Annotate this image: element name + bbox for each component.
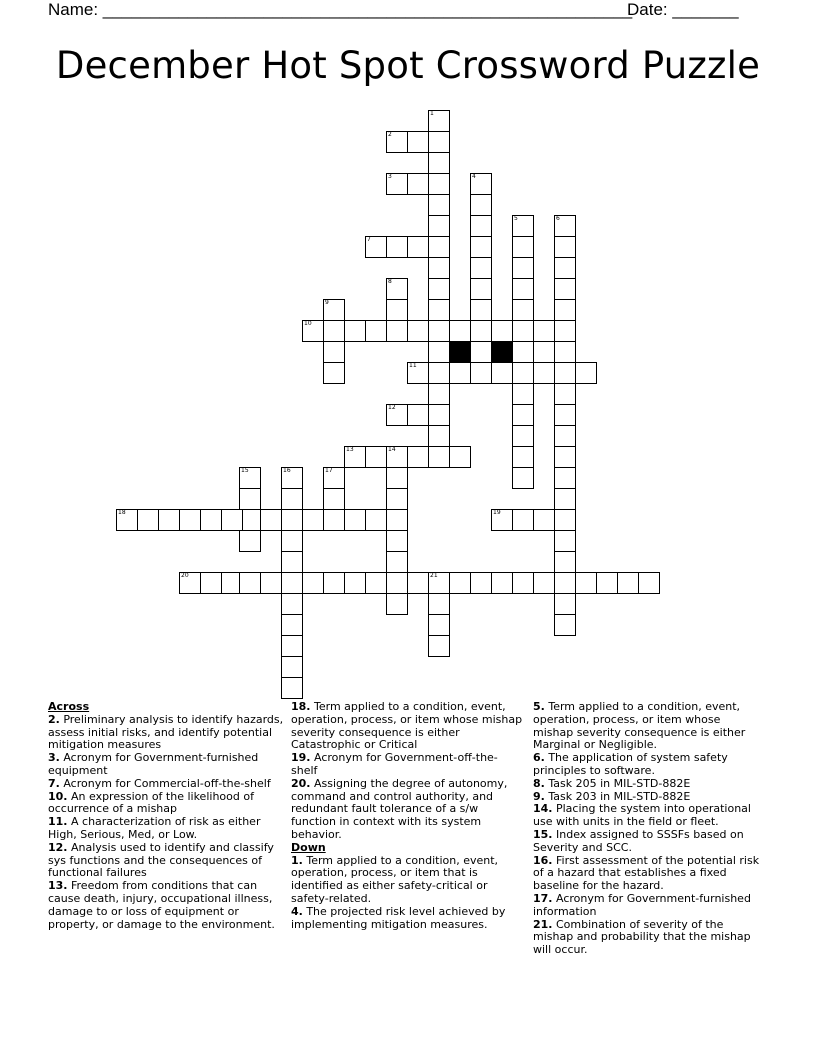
grid-cell[interactable] <box>428 236 450 258</box>
grid-cell[interactable] <box>344 446 366 468</box>
grid-cell[interactable] <box>554 404 576 426</box>
grid-cell[interactable] <box>512 446 534 468</box>
grid-cell[interactable] <box>158 509 180 531</box>
grid-cell[interactable] <box>221 509 243 531</box>
clue-item <box>533 855 763 893</box>
clue-text: Acronym for Commercial-off-the-shelf <box>59 776 271 790</box>
clue-number-label: 17. <box>533 891 553 905</box>
clue-text: Combination of severity of the mishap and probability that the mishap will occur. <box>533 917 751 957</box>
clue-number-label: 16. <box>533 853 553 867</box>
grid-cell[interactable] <box>260 572 282 594</box>
black-cell <box>491 341 513 363</box>
grid-cell[interactable] <box>428 173 450 195</box>
grid-cell[interactable] <box>428 194 450 216</box>
name-line: Name: ________________________________________________________ <box>48 0 633 19</box>
grid-cell[interactable] <box>407 173 429 195</box>
grid-cell[interactable] <box>491 572 513 594</box>
clue-number: 11 <box>409 362 417 369</box>
grid-cell[interactable] <box>533 509 555 531</box>
clue-text: Preliminary analysis to identify hazards, assess initial risks, and identify potential mitigation measures <box>48 712 284 752</box>
clue-item <box>48 816 284 842</box>
grid-cell[interactable] <box>554 509 576 531</box>
grid-cell[interactable] <box>554 530 576 552</box>
grid-cell[interactable] <box>512 299 534 321</box>
grid-cell[interactable] <box>617 572 639 594</box>
grid-cell[interactable] <box>428 341 450 363</box>
grid-cell[interactable] <box>428 446 450 468</box>
grid-cell[interactable] <box>512 257 534 279</box>
grid-cell[interactable] <box>512 341 534 363</box>
grid-cell[interactable] <box>281 509 303 531</box>
grid-cell[interactable] <box>386 551 408 573</box>
clue-number: 18 <box>118 509 126 516</box>
grid-cell[interactable] <box>470 236 492 258</box>
grid-cell[interactable] <box>470 278 492 300</box>
grid-cell[interactable] <box>344 509 366 531</box>
grid-cell[interactable] <box>554 236 576 258</box>
grid-cell[interactable] <box>449 320 471 342</box>
grid-cell[interactable] <box>200 572 222 594</box>
clue-text: The application of system safety principles to software. <box>533 751 728 777</box>
grid-cell[interactable] <box>386 572 408 594</box>
grid-cell[interactable] <box>428 299 450 321</box>
grid-cell[interactable] <box>554 299 576 321</box>
grid-cell[interactable] <box>554 257 576 279</box>
clue-number-label: 20. <box>291 776 311 790</box>
grid-cell[interactable] <box>428 425 450 447</box>
grid-cell[interactable] <box>470 173 492 195</box>
clue-item <box>48 752 284 778</box>
clue-number: 6 <box>556 215 560 222</box>
grid-cell[interactable] <box>512 362 534 384</box>
clue-text: Task 203 in MIL-STD-882E <box>544 789 691 803</box>
clue-text: Assigning the degree of autonomy, command and control authority, and redundant fault tolerance of a s/w function in context with its system behavior. <box>291 776 508 841</box>
clue-number-label: 10. <box>48 789 68 803</box>
clue-number-label: 15. <box>533 827 553 841</box>
grid-cell[interactable] <box>428 215 450 237</box>
grid-cell[interactable] <box>407 362 429 384</box>
clue-number: 12 <box>388 404 396 411</box>
clue-number-label: 3. <box>48 751 60 765</box>
grid-cell[interactable] <box>116 509 138 531</box>
grid-cell[interactable] <box>428 383 450 405</box>
grid-cell[interactable] <box>386 278 408 300</box>
clue-item <box>291 701 523 752</box>
grid-cell[interactable] <box>554 467 576 489</box>
clue-item <box>533 752 763 778</box>
grid-cell[interactable] <box>386 509 408 531</box>
clue-item <box>533 893 763 919</box>
clue-text: First assessment of the potential risk of a hazard that establishes a fixed baseline for the hazard. <box>533 853 760 893</box>
grid-cell[interactable] <box>512 572 534 594</box>
grid-cell[interactable] <box>386 236 408 258</box>
clue-item <box>291 855 523 906</box>
clue-item <box>291 906 523 932</box>
grid-cell[interactable] <box>239 530 261 552</box>
grid-cell[interactable] <box>302 572 324 594</box>
grid-cell[interactable] <box>281 635 303 657</box>
grid-cell[interactable] <box>470 341 492 363</box>
clue-number-label: 21. <box>533 917 553 931</box>
clue-text: The projected risk level achieved by implementing mitigation measures. <box>291 904 506 931</box>
clue-item <box>291 778 523 842</box>
down-clue-list <box>291 855 523 932</box>
grid-cell[interactable] <box>428 635 450 657</box>
grid-cell[interactable] <box>365 572 387 594</box>
grid-cell[interactable] <box>554 572 576 594</box>
grid-cell[interactable] <box>554 278 576 300</box>
down-clue-list-cont <box>533 701 763 957</box>
clue-number-label: 1. <box>291 853 303 867</box>
clue-text: Term applied to a condition, event, operation, process, or item whose mishap severity consequence is either Catastrophic or Critical <box>291 700 523 752</box>
clue-number-label: 13. <box>48 879 68 893</box>
grid-cell[interactable] <box>281 467 303 489</box>
grid-cell[interactable] <box>239 467 261 489</box>
grid-cell[interactable] <box>323 341 345 363</box>
grid-cell[interactable] <box>386 530 408 552</box>
clue-text: A characterization of risk as either High, Serious, Med, or Low. <box>48 815 261 841</box>
grid-cell[interactable] <box>302 509 324 531</box>
grid-cell[interactable] <box>491 362 513 384</box>
grid-cell[interactable] <box>365 509 387 531</box>
grid-cell[interactable] <box>407 131 429 153</box>
grid-cell[interactable] <box>344 572 366 594</box>
clue-number-label: 8. <box>533 776 545 790</box>
clue-text: Acronym for Government-furnished equipment <box>48 751 259 777</box>
page-title: December Hot Spot Crossword Puzzle <box>55 44 761 87</box>
grid-cell[interactable] <box>323 572 345 594</box>
grid-cell[interactable] <box>386 467 408 489</box>
clue-number: 13 <box>346 446 354 453</box>
clue-item <box>533 803 763 829</box>
clue-item <box>48 714 284 752</box>
grid-cell[interactable] <box>554 320 576 342</box>
clue-number: 15 <box>241 467 249 474</box>
grid-cell[interactable] <box>386 320 408 342</box>
grid-cell[interactable] <box>281 572 303 594</box>
clue-text: Index assigned to SSSFs based on Severity and SCC. <box>533 827 744 854</box>
grid-cell[interactable] <box>407 236 429 258</box>
grid-cell[interactable] <box>554 551 576 573</box>
grid-cell[interactable] <box>344 320 366 342</box>
clue-number: 16 <box>283 467 291 474</box>
grid-cell[interactable] <box>239 488 261 510</box>
grid-cell[interactable] <box>386 131 408 153</box>
clue-text: Acronym for Government-furnished information <box>533 891 751 918</box>
clue-number: 8 <box>388 278 392 285</box>
grid-cell[interactable] <box>512 236 534 258</box>
clue-number-label: 6. <box>533 751 545 765</box>
clue-text: Term applied to a condition, event, operation, process, or item whose mishap severity consequence is either Marginal or Negligible. <box>533 700 746 752</box>
clue-number: 1 <box>430 110 434 117</box>
clue-number: 21 <box>430 572 438 579</box>
grid-cell[interactable] <box>407 404 429 426</box>
grid-cell[interactable] <box>428 362 450 384</box>
grid-cell[interactable] <box>470 215 492 237</box>
grid-cell[interactable] <box>428 572 450 594</box>
grid-cell[interactable] <box>470 194 492 216</box>
grid-cell[interactable] <box>365 446 387 468</box>
grid-cell[interactable] <box>428 257 450 279</box>
grid-cell[interactable] <box>554 488 576 510</box>
clue-text: Placing the system into operational use with units in the field or fleet. <box>533 802 751 829</box>
grid-cell[interactable] <box>260 509 282 531</box>
clue-text: Analysis used to identify and classify sys functions and the consequences of functional failures <box>48 840 274 880</box>
clues-column-3 <box>533 701 763 957</box>
grid-cell[interactable] <box>302 320 324 342</box>
grid-cell[interactable] <box>470 257 492 279</box>
across-clue-list-cont <box>291 701 523 842</box>
grid-cell[interactable] <box>386 404 408 426</box>
clue-item <box>533 701 763 752</box>
clue-number: 14 <box>388 446 396 453</box>
clue-number: 2 <box>388 131 392 138</box>
grid-cell[interactable] <box>200 509 222 531</box>
grid-cell[interactable] <box>281 677 303 699</box>
grid-cell[interactable] <box>239 572 261 594</box>
clue-number-label: 14. <box>533 802 553 816</box>
grid-cell[interactable] <box>575 572 597 594</box>
grid-cell[interactable] <box>365 236 387 258</box>
clue-number-label: 7. <box>48 776 60 790</box>
grid-cell[interactable] <box>386 173 408 195</box>
grid-cell[interactable] <box>554 215 576 237</box>
grid-cell[interactable] <box>323 467 345 489</box>
grid-cell[interactable] <box>554 425 576 447</box>
grid-cell[interactable] <box>386 488 408 510</box>
clue-number: 17 <box>325 467 333 474</box>
clue-number: 20 <box>181 572 189 579</box>
clue-number-label: 19. <box>291 751 311 765</box>
clue-number-label: 18. <box>291 700 311 713</box>
grid-cell[interactable] <box>554 614 576 636</box>
grid-cell[interactable] <box>281 593 303 615</box>
grid-cell[interactable] <box>428 593 450 615</box>
clue-number: 3 <box>388 173 392 180</box>
date-line: Date: _______ <box>627 0 739 19</box>
grid-cell[interactable] <box>281 488 303 510</box>
grid-cell[interactable] <box>596 572 618 594</box>
clue-number: 9 <box>325 299 329 306</box>
grid-cell[interactable] <box>428 110 450 132</box>
grid-cell[interactable] <box>386 446 408 468</box>
grid-cell[interactable] <box>512 467 534 489</box>
grid-cell[interactable] <box>512 278 534 300</box>
clue-item <box>533 829 763 855</box>
grid-cell[interactable] <box>512 320 534 342</box>
grid-cell[interactable] <box>554 383 576 405</box>
grid-cell[interactable] <box>407 446 429 468</box>
clue-text: Task 205 in MIL-STD-882E <box>544 776 691 790</box>
clue-number-label: 2. <box>48 712 60 726</box>
grid-cell[interactable] <box>638 572 660 594</box>
grid-cell[interactable] <box>407 572 429 594</box>
grid-cell[interactable] <box>365 320 387 342</box>
clue-text: Freedom from conditions that can cause death, injury, occupational illness, damage to or loss of equipment or property, or damage to the environment. <box>48 879 275 931</box>
clue-number: 7 <box>367 236 371 243</box>
grid-cell[interactable] <box>428 278 450 300</box>
grid-cell[interactable] <box>470 299 492 321</box>
grid-cell[interactable] <box>449 446 471 468</box>
down-heading: Down <box>291 840 326 854</box>
grid-cell[interactable] <box>323 509 345 531</box>
grid-cell[interactable] <box>512 383 534 405</box>
grid-cell[interactable] <box>554 446 576 468</box>
clue-text: An expression of the likelihood of occurrence of a mishap <box>48 789 254 816</box>
clue-number-label: 11. <box>48 815 68 829</box>
grid-cell[interactable] <box>491 509 513 531</box>
grid-cell[interactable] <box>323 299 345 321</box>
clues-column-2 <box>291 701 523 931</box>
clue-number: 10 <box>304 320 312 327</box>
grid-cell[interactable] <box>491 320 513 342</box>
grid-cell[interactable] <box>428 131 450 153</box>
grid-cell[interactable] <box>533 362 555 384</box>
clue-text: Term applied to a condition, event, operation, process, or item that is identified as either safety-critical or safety-related. <box>291 853 499 905</box>
grid-cell[interactable] <box>575 362 597 384</box>
grid-cell[interactable] <box>512 425 534 447</box>
grid-cell[interactable] <box>323 362 345 384</box>
grid-cell[interactable] <box>554 362 576 384</box>
grid-cell[interactable] <box>179 572 201 594</box>
grid-cell[interactable] <box>554 341 576 363</box>
grid-cell[interactable] <box>428 614 450 636</box>
grid-cell[interactable] <box>386 593 408 615</box>
grid-cell[interactable] <box>179 509 201 531</box>
grid-cell[interactable] <box>281 551 303 573</box>
clue-item <box>291 752 523 778</box>
grid-cell[interactable] <box>533 320 555 342</box>
grid-cell[interactable] <box>512 509 534 531</box>
grid-cell[interactable] <box>449 362 471 384</box>
grid-cell[interactable] <box>428 320 450 342</box>
clue-number-label: 5. <box>533 700 545 713</box>
grid-cell[interactable] <box>281 656 303 678</box>
black-cell <box>449 341 471 363</box>
across-clue-list <box>48 714 284 932</box>
grid-cell[interactable] <box>533 572 555 594</box>
grid-cell[interactable] <box>323 488 345 510</box>
clue-number: 4 <box>472 173 476 180</box>
grid-cell[interactable] <box>512 404 534 426</box>
clue-number-label: 4. <box>291 904 303 918</box>
clues-column-1 <box>48 701 284 931</box>
grid-cell[interactable] <box>281 614 303 636</box>
clue-text: Acronym for Government-off-the-shelf <box>291 751 498 777</box>
grid-cell[interactable] <box>386 299 408 321</box>
clue-item <box>48 791 284 817</box>
across-heading: Across <box>48 700 90 713</box>
clue-item <box>48 842 284 880</box>
grid-cell[interactable] <box>281 530 303 552</box>
grid-cell[interactable] <box>428 152 450 174</box>
grid-cell[interactable] <box>470 572 492 594</box>
grid-cell[interactable] <box>470 362 492 384</box>
grid-cell[interactable] <box>137 509 159 531</box>
grid-cell[interactable] <box>449 572 471 594</box>
grid-cell[interactable] <box>407 320 429 342</box>
clue-number: 19 <box>493 509 501 516</box>
grid-cell[interactable] <box>554 593 576 615</box>
clue-item <box>48 880 284 931</box>
grid-cell[interactable] <box>428 404 450 426</box>
clue-item <box>533 919 763 957</box>
grid-cell[interactable] <box>323 320 345 342</box>
clue-number-label: 12. <box>48 840 68 854</box>
clue-number-label: 9. <box>533 789 545 803</box>
grid-cell[interactable] <box>512 215 534 237</box>
grid-cell[interactable] <box>470 320 492 342</box>
clue-number: 5 <box>514 215 518 222</box>
